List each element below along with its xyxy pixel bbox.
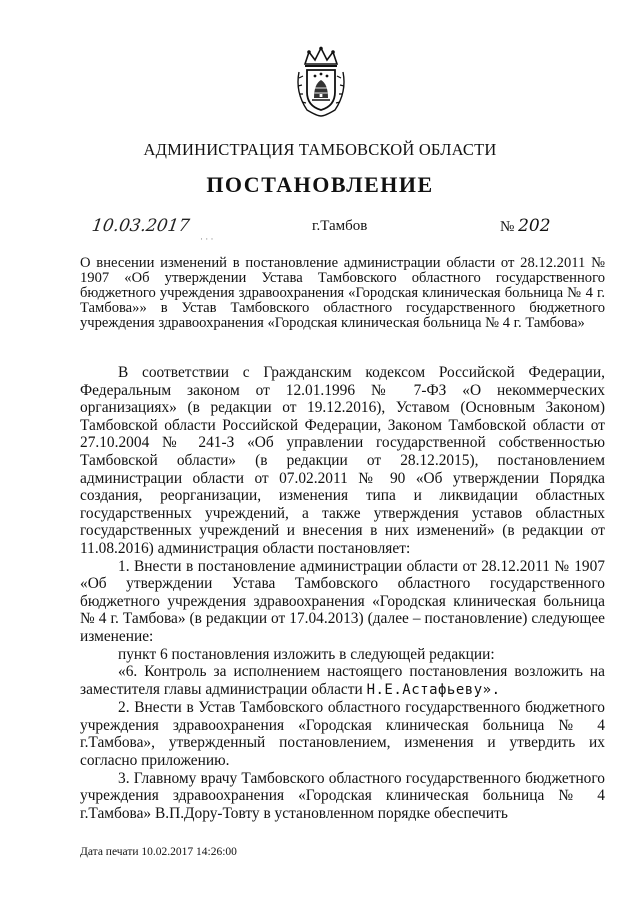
item-1-quote-paragraph [80,663,605,699]
preamble-paragraph: В соответствии с Гражданским кодексом Российской Федерации, Федеральным законом от 12.01.1996 № 7-ФЗ «О некоммерческих организациях» (в редакции от 19.12.2016), Уставом (Основным Законом) Тамбовской области Российской Федерации, Законом Тамбовской области от 27.10.2004 № 241-З «Об управлении государственной собственностью Тамбовской области» (в редакции от 28.12.2015), постановлением администрации области от 07.02.2011 № 90 «Об утверждении Порядка создания, реорганизации, изменения типа и ликвидации областных государственных учреждений, а также утверждения уставов областных государственных учреждений и внесения в них изменений» (в редакции от 11.08.2016) администрация области постановляет: [80,364,605,557]
number-label: № [500,219,515,235]
document-body [80,364,605,822]
item-3-paragraph: 3. Главному врачу Тамбовского областного государственного бюджетного учреждения здравоохранения «Городская клиническая больница № 4 г.Тамбова» В.П.Дору-Товту в установленном порядке обеспечить [80,769,605,822]
organization-name: АДМИНИСТРАЦИЯ ТАМБОВСКОЙ ОБЛАСТИ [143,140,497,159]
item-1-quote-text: «6. Контроль за исполнением настоящего постановления возложить на заместителя главы администрации области [80,663,605,698]
item-1-sub-paragraph: пункт 6 постановления изложить в следующей редакции: [118,645,495,663]
document-date: 10.03.2017 [90,216,191,236]
document-number [500,216,551,236]
document-subject: О внесении изменений в постановление администрации области от 28.12.2011 № 1907 «Об утверждении Устава Тамбовского областного государственного бюджетного учреждения здравоохранения «Городская клиническая больница № 4 г. Тамбова»» в Устав Тамбовского областного государственного бюджетного учреждения здравоохранения «Городская клиническая больница № 4 г. Тамбова» [80,255,605,331]
document-city: г.Тамбов [312,218,368,234]
deputy-name: Н.Е.Астафьеву». [366,681,501,698]
document-type: ПОСТАНОВЛЕНИЕ [206,172,434,197]
item-2-paragraph: 2. Внести в Устав Тамбовского областного государственного бюджетного учреждения здравоохранения «Городская клиническая больница № 4 г.Тамбова», утвержденный постановлением, изменения и утвердить их согласно приложению. [80,699,605,770]
decorative-dots: · · · [200,234,214,244]
number-value: 202 [518,216,551,236]
tambov-coat-of-arms-icon [293,46,349,118]
item-1-paragraph: 1. Внести в постановление администрации области от 28.12.2011 № 1907 «Об утверждении Устава Тамбовского областного государственного бюджетного учреждения здравоохранения «Городская клиническая больница № 4 г. Тамбова» (в редакции от 17.04.2013) (далее – постановление) следующее изменение: [80,557,605,645]
print-date-footer: Дата печати 10.02.2017 14:26:00 [80,846,237,858]
